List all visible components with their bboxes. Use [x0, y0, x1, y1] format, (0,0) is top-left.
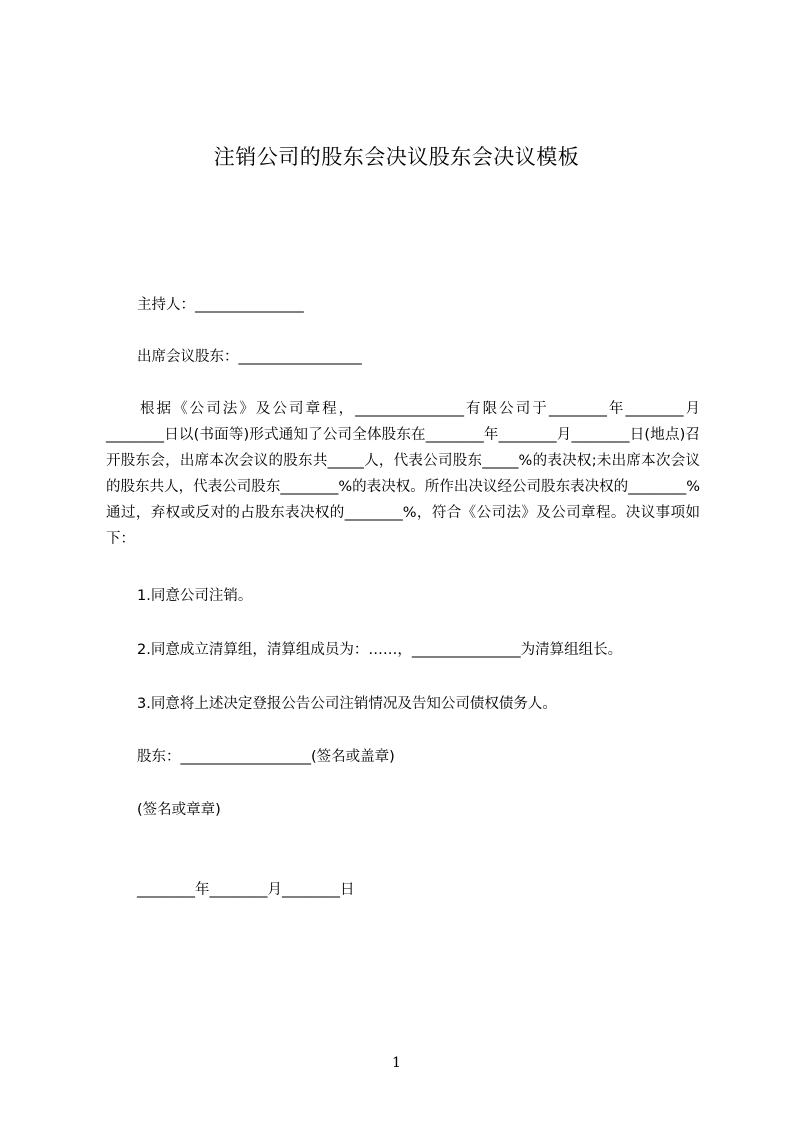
body-paragraph: 根据《公司法》及公司章程，_______________有限公司于________年________月________日以(书面等)形式通知了公司全体股东在________年________月________日(地点)召开股东会，出席本次会议的股东共_____人，代表公司股东_____%的表决权;未出席本次会议的股东共人，代表公司股东________%的表决权。所作出决议经公司股东表决权的________%通过，弃权或反对的占股东表决权的________%，符合《公司法》及公司章程。决议事项如下： — [106, 401, 700, 547]
document-title: 注销公司的股东会决议股东会决议模板 — [213, 145, 580, 169]
signature-note: (签名或章章) — [137, 802, 221, 818]
shareholder-signature-line: 股东：__________________(签名或盖章) — [137, 749, 395, 765]
attendees-line: 出席会议股东：_________________ — [137, 349, 362, 365]
page-number: 1 — [392, 1055, 401, 1071]
resolution-item-2: 2.同意成立清算组，清算组成员为：……，_______________为清算组组长。 — [137, 642, 623, 658]
host-line: 主持人：_______________ — [137, 297, 304, 313]
resolution-item-1: 1.同意公司注销。 — [137, 588, 253, 604]
resolution-item-3: 3.同意将上述决定登报公告公司注销情况及告知公司债权债务人。 — [137, 696, 557, 712]
date-line: ________年________月________日 — [137, 882, 355, 898]
